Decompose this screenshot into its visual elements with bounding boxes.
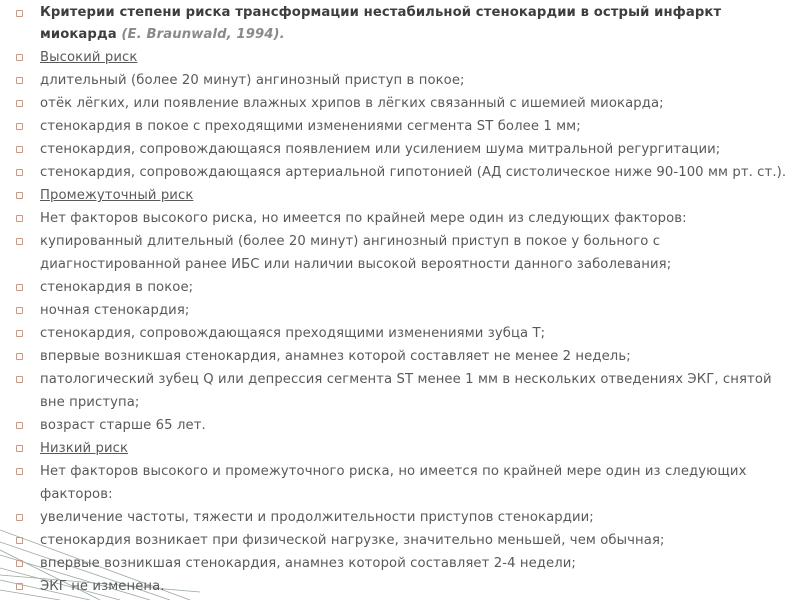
bullet-icon — [16, 514, 23, 521]
list-item — [12, 115, 797, 138]
bullet-icon — [16, 583, 23, 590]
bullet-icon — [16, 422, 23, 429]
bullet-icon — [16, 307, 23, 314]
list-item — [12, 345, 797, 368]
list-item-text: стенокардия, сопровождающаяся преходящими изменениями зубца Т; — [40, 326, 546, 341]
list-item — [12, 506, 797, 529]
criteria-list — [12, 46, 797, 598]
list-item-text: впервые возникшая стенокардия, анамнез которой составляет не менее 2 недель; — [40, 349, 631, 364]
risk-heading-text: Промежуточный риск — [40, 188, 194, 203]
risk-heading-text: Низкий риск — [40, 441, 129, 456]
slide-content — [12, 2, 797, 598]
bullet-icon — [16, 54, 23, 61]
list-item-text: стенокардия, сопровождающаяся артериальной гипотонией (АД систолическое ниже 90-100 мм рт. ст.). — [40, 165, 787, 180]
bullet-icon — [16, 468, 23, 475]
bullet-icon — [16, 445, 23, 452]
list-item-text: стенокардия в покое; — [40, 280, 194, 295]
list-item-text: Нет факторов высокого и промежуточного риска, но имеется по крайней мере один из следующих факторов: — [40, 464, 747, 502]
list-item-text: Нет факторов высокого риска, но имеется по крайней мере один из следующих факторов: — [40, 211, 687, 226]
list-item — [12, 575, 797, 598]
list-item-text: ЭКГ не изменена. — [40, 579, 165, 594]
list-item — [12, 299, 797, 322]
list-item — [12, 230, 797, 276]
list-item — [12, 529, 797, 552]
title-text: Критерии степени риска трансформации нестабильной стенокардии в острый инфаркт миокарда — [40, 5, 722, 42]
list-item — [12, 414, 797, 437]
risk-heading-text: Высокий риск — [40, 50, 138, 65]
list-item-text: длительный (более 20 минут) ангинозный приступ в покое; — [40, 73, 465, 88]
bullet-icon — [16, 560, 23, 567]
list-item-text: стенокардия возникает при физической нагрузке, значительно меньшей, чем обычная; — [40, 533, 665, 548]
risk-heading — [12, 46, 797, 69]
list-item-text: стенокардия в покое с преходящими изменениями сегмента ST более 1 мм; — [40, 119, 581, 134]
list-item-text: возраст старше 65 лет. — [40, 418, 206, 433]
list-item-text: впервые возникшая стенокардия, анамнез которой составляет 2-4 недели; — [40, 556, 576, 571]
list-item-text: увеличение частоты, тяжести и продолжительности приступов стенокардии; — [40, 510, 594, 525]
list-item-text: стенокардия, сопровождающаяся появлением или усилением шума митральной регургитации; — [40, 142, 721, 157]
list-item — [12, 460, 797, 506]
bullet-icon — [16, 376, 23, 383]
list-item-text: ночная стенокардия; — [40, 303, 190, 318]
bullet-icon — [16, 238, 23, 245]
risk-heading — [12, 437, 797, 460]
bullet-icon — [16, 330, 23, 337]
bullet-icon — [16, 146, 23, 153]
slide-title — [12, 2, 797, 46]
bullet-icon — [16, 10, 23, 17]
bullet-icon — [16, 77, 23, 84]
list-item — [12, 138, 797, 161]
list-item-text: отёк лёгких, или появление влажных хрипов в лёгких связанный с ишемией миокарда; — [40, 96, 664, 111]
title-citation: (E. Braunwald, 1994). — [121, 27, 285, 42]
list-item — [12, 161, 797, 184]
list-item — [12, 322, 797, 345]
list-item — [12, 276, 797, 299]
bullet-icon — [16, 353, 23, 360]
risk-heading — [12, 184, 797, 207]
bullet-icon — [16, 215, 23, 222]
bullet-icon — [16, 284, 23, 291]
bullet-icon — [16, 100, 23, 107]
list-item — [12, 207, 797, 230]
list-item — [12, 368, 797, 414]
bullet-icon — [16, 123, 23, 130]
list-item — [12, 552, 797, 575]
list-item-text: купированный длительный (более 20 минут) ангинозный приступ в покое у больного с диагностированной ранее ИБС или наличии высокой вероятности данного заболевания; — [40, 234, 672, 272]
list-item — [12, 92, 797, 115]
bullet-icon — [16, 169, 23, 176]
list-item — [12, 69, 797, 92]
list-item-text: патологический зубец Q или депрессия сегмента ST менее 1 мм в нескольких отведениях ЭКГ, снятой вне приступа; — [40, 372, 772, 410]
bullet-icon — [16, 192, 23, 199]
bullet-icon — [16, 537, 23, 544]
